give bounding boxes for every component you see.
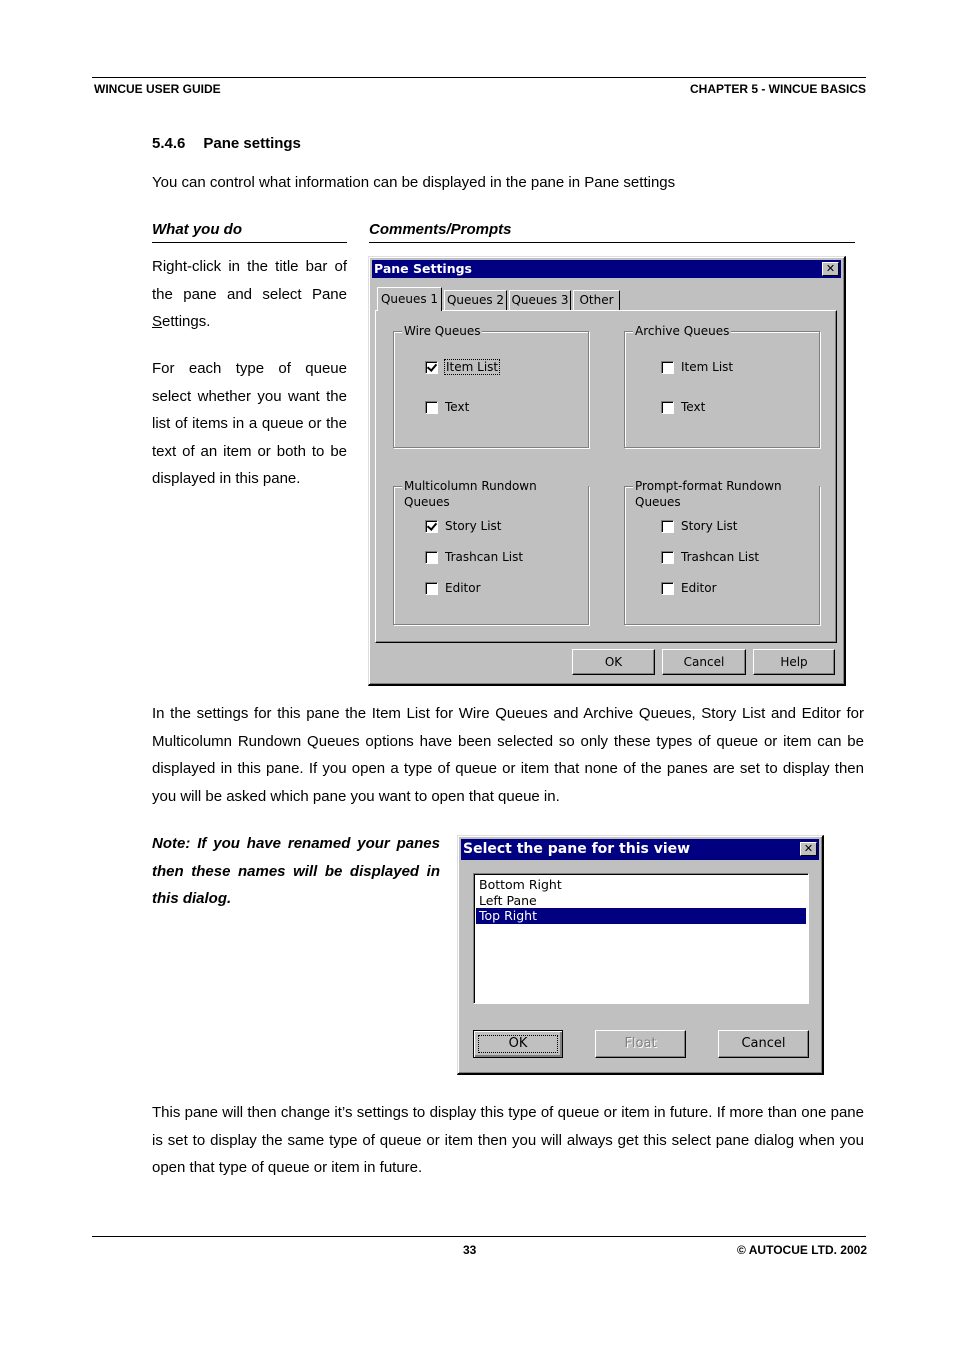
wire-text-checkbox[interactable] [425,400,469,414]
checkbox-label: Trashcan List [681,550,760,564]
list-item-selected[interactable]: Top Right [476,908,806,924]
section-heading [152,135,301,152]
group-prompt-label: Prompt-format Rundown Queues [633,478,819,510]
focus-rect [478,1035,558,1053]
checkbox-checked-icon[interactable] [425,520,438,533]
instruction-2: For each type of queue select whether you want the list of items in a queue or the text of an item or both to be displayed in this pane. [152,360,347,487]
checkbox-icon[interactable] [425,582,438,595]
checkbox-icon[interactable] [661,361,674,374]
header-right: CHAPTER 5 - WINCUE BASICS [689,82,866,96]
prompt-trashcan-checkbox[interactable] [661,550,759,564]
checkbox-label: Story List [445,519,502,533]
button-label: Help [780,655,808,669]
instruction-1-end: ettings. [162,313,211,330]
button-label: Cancel [683,655,725,669]
section-number: 5.4.6 [152,135,186,152]
group-multicolumn-rundown [393,479,589,625]
select-pane-titlebar[interactable] [461,839,819,860]
tab-label: Other [579,293,614,307]
tab-queues-2[interactable] [444,290,507,311]
prompt-editor-checkbox[interactable] [661,581,717,595]
page-number: 33 [463,1243,477,1257]
ok-button[interactable] [473,1030,563,1058]
multi-trashcan-checkbox[interactable] [425,550,523,564]
checkbox-label: Text [681,400,706,414]
checkbox-label: Editor [445,581,481,595]
note-text: Note: If you have renamed your panes then these names will be displayed in this dialog. [152,835,440,907]
checkbox-label: Text [445,400,470,414]
wire-item-list-checkbox[interactable] [425,360,499,374]
help-button[interactable] [753,649,835,675]
archive-text-checkbox[interactable] [661,400,705,414]
tab-label: Queues 1 [380,292,439,306]
checkbox-icon[interactable] [661,520,674,533]
tab-label: Queues 3 [511,293,569,307]
checkbox-label: Editor [681,581,717,595]
group-multicolumn-label: Multicolumn Rundown Queues [402,478,588,510]
group-wire-queues [393,324,589,448]
tab-queues-3[interactable] [509,290,571,311]
checkbox-icon[interactable] [425,401,438,414]
float-button[interactable] [595,1030,686,1058]
cancel-button[interactable] [718,1030,809,1058]
checkbox-icon[interactable] [661,582,674,595]
group-wire-label: Wire Queues [404,324,481,338]
tab-queues-1[interactable] [377,287,442,311]
mnemonic-s: S [152,313,163,330]
checkbox-icon[interactable] [661,551,674,564]
footer-rule [92,1236,866,1237]
ok-button[interactable] [572,649,655,675]
checkbox-checked-icon[interactable] [425,361,438,374]
column-comments: Comments/Prompts [369,221,512,238]
header-rule [92,77,866,78]
tab-panel [375,310,837,643]
pane-settings-titlebar[interactable] [372,260,841,278]
pane-settings-dialog [368,256,846,686]
checkbox-icon[interactable] [661,401,674,414]
instruction-1-text: Right-click in the title bar of the pane and select Pane [152,258,347,303]
close-icon[interactable]: ✕ [800,842,817,856]
checkbox-label: Story List [681,519,738,533]
close-icon[interactable]: ✕ [822,262,839,276]
copyright: © AUTOCUE LTD. 2002 [737,1243,867,1257]
column-right-rule [369,242,855,243]
intro-text: You can control what information can be displayed in the pane in Pane settings [152,174,676,191]
tab-label: Queues 2 [446,293,505,307]
paragraph-select-pane-explanation: This pane will then change it’s settings to display this type of queue or item in future. If more than one pane is set to display the same type of queue or item then you will always get this select pane dialog when you open that type of queue or item in future. [152,1104,864,1176]
group-prompt-format-rundown [624,479,820,625]
button-label: OK [508,1036,528,1051]
button-label: OK [604,655,623,669]
paragraph-settings-explanation: In the settings for this pane the Item List for Wire Queues and Archive Queues, Story List and Editor for Multicolumn Rundown Queues options have been selected so only these types of queue or item can be displayed in this pane. If you open a type of queue or item that none of the panes are set to display then you will be asked which pane you want to open that queue in. [152,705,864,805]
checkbox-icon[interactable] [425,551,438,564]
group-archive-label: Archive Queues [635,324,730,338]
archive-item-list-checkbox[interactable] [661,360,733,374]
instruction-1 [152,253,347,336]
pane-list[interactable] [473,873,809,1004]
multi-editor-checkbox[interactable] [425,581,481,595]
header-left: WINCUE USER GUIDE [94,82,221,96]
multi-story-list-checkbox[interactable] [425,519,502,533]
button-label: Float [624,1036,657,1051]
button-label: Cancel [741,1036,786,1051]
select-pane-dialog [457,835,824,1075]
column-what-you-do: What you do [152,221,242,238]
group-archive-queues [624,324,820,448]
pane-settings-title: Pane Settings [374,261,472,276]
list-item[interactable]: Left Pane [479,892,537,908]
prompt-story-list-checkbox[interactable] [661,519,738,533]
checkbox-label: Trashcan List [445,550,524,564]
column-left-rule [152,242,347,243]
list-item[interactable]: Bottom Right [479,877,562,892]
tab-other[interactable] [573,290,620,311]
cancel-button[interactable] [662,649,746,675]
section-title: Pane settings [203,135,301,152]
select-pane-title: Select the pane for this view [463,841,691,857]
checkbox-label: Item List [446,360,499,374]
checkbox-label: Item List [681,360,734,374]
